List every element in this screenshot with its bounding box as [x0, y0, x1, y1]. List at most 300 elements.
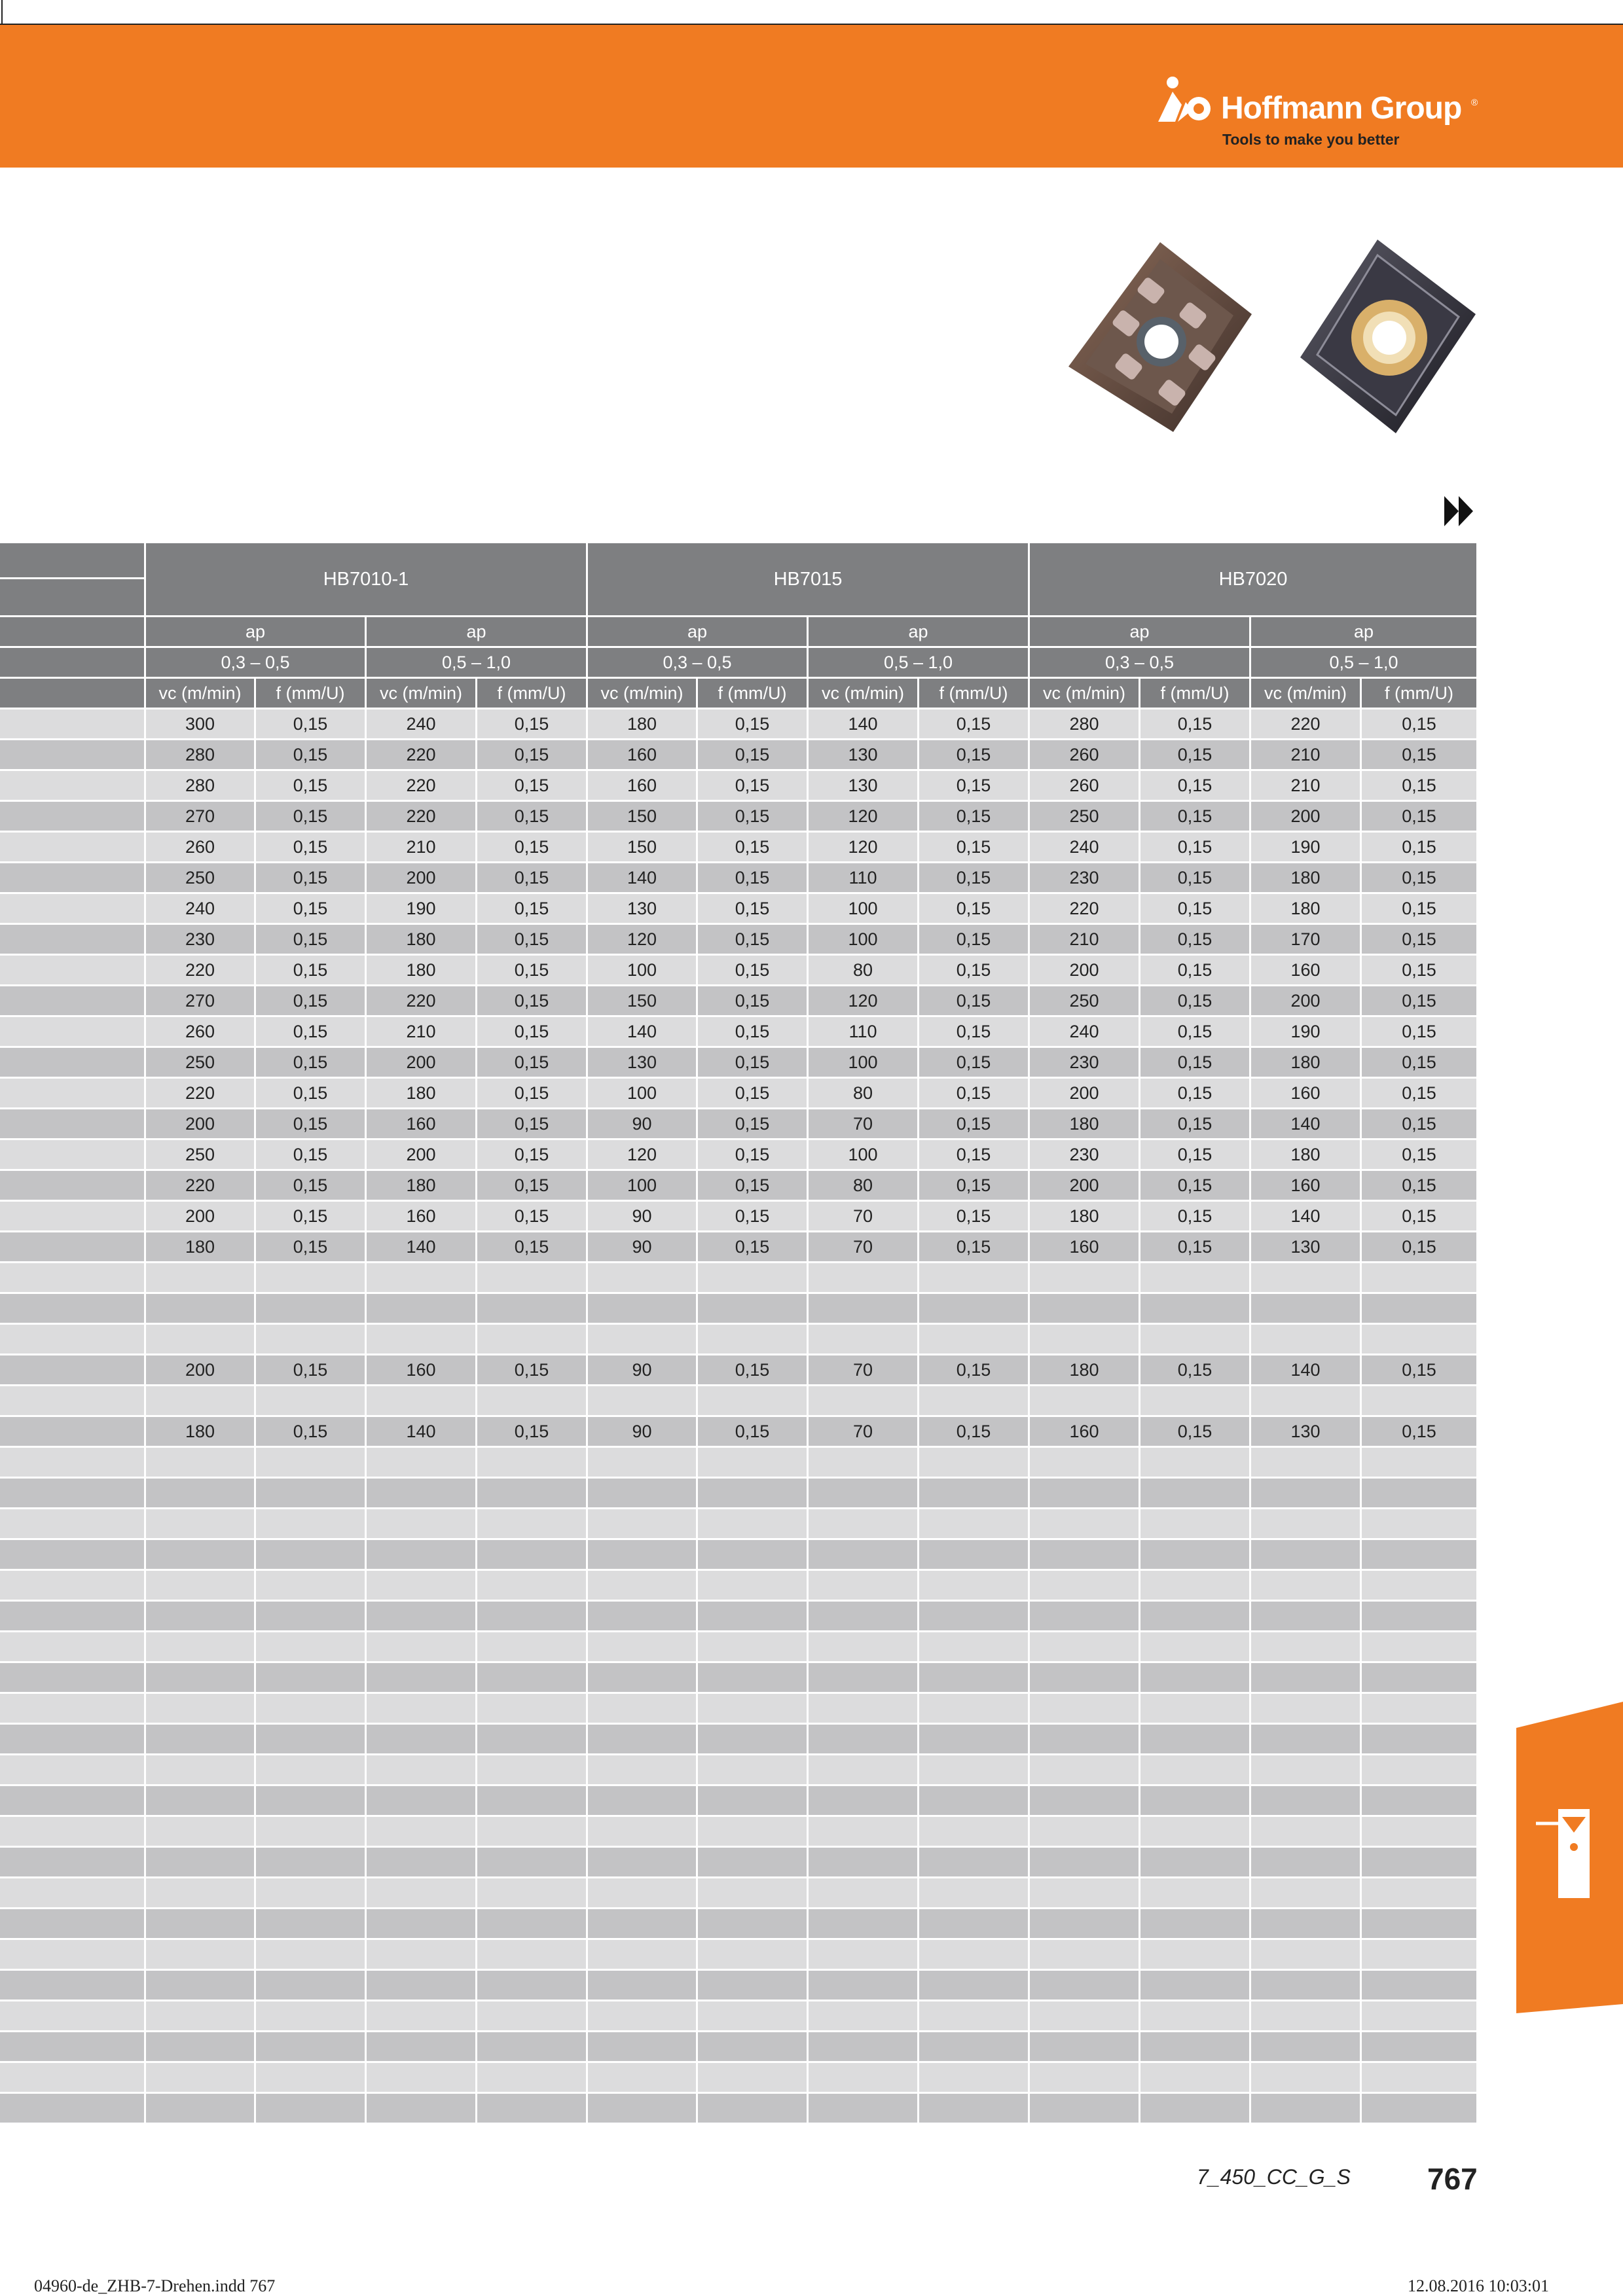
cutting-speed-cell: 250	[144, 1048, 254, 1077]
feed-cell	[254, 2063, 365, 2092]
feed-cell	[917, 1448, 1028, 1477]
feed-cell	[696, 1571, 807, 1600]
cutting-speed-cell	[144, 1602, 254, 1630]
row-label-cell	[0, 709, 144, 738]
feed-cell	[696, 1325, 807, 1354]
row-label-cell	[0, 2001, 144, 2030]
feed-cell: 0,15	[917, 1202, 1028, 1230]
feed-cell	[1360, 1878, 1476, 1907]
header-blank-cell	[0, 543, 144, 579]
feed-cell	[1360, 1448, 1476, 1477]
feed-cell	[254, 1263, 365, 1292]
cutting-speed-cell	[144, 1663, 254, 1692]
feed-cell: 0,15	[696, 740, 807, 769]
cutting-speed-cell: 240	[1028, 833, 1139, 861]
feed-cell	[1139, 1971, 1249, 2000]
row-label-cell	[0, 1202, 144, 1230]
feed-cell: 0,15	[254, 1109, 365, 1138]
cutting-speed-cell: 210	[1028, 925, 1139, 954]
feed-cell	[917, 1940, 1028, 1969]
row-label-cell	[0, 1632, 144, 1661]
cutting-speed-cell: 100	[586, 1171, 696, 1200]
cutting-speed-cell	[586, 1694, 696, 1723]
cutting-speed-cell	[807, 1632, 917, 1661]
cutting-speed-cell	[365, 1325, 475, 1354]
feed-cell	[475, 2094, 586, 2123]
cutting-speed-cell: 230	[1028, 863, 1139, 892]
cutting-speed-cell: 150	[586, 986, 696, 1015]
cutting-speed-cell	[586, 1848, 696, 1876]
feed-cell	[1139, 1571, 1249, 1600]
feed-cell	[254, 1632, 365, 1661]
feed-cell: 0,15	[1139, 709, 1249, 738]
chapter-tab[interactable]	[1516, 1702, 1623, 2016]
cutting-speed-cell: 260	[1028, 740, 1139, 769]
cutting-speed-cell: 200	[1028, 1079, 1139, 1107]
feed-cell	[254, 1694, 365, 1723]
vc-column-header: vc (m/min)	[1249, 679, 1360, 708]
table-row	[0, 1355, 1476, 1386]
table-row	[0, 2063, 1476, 2094]
feed-cell: 0,15	[917, 1232, 1028, 1261]
cutting-speed-cell	[144, 1878, 254, 1907]
cutting-speed-cell	[807, 2001, 917, 2030]
cutting-speed-cell: 140	[365, 1417, 475, 1446]
cutting-speed-cell	[144, 1571, 254, 1600]
ap-label: ap	[1249, 617, 1476, 646]
depth-range: 0,3 – 0,5	[1028, 648, 1249, 677]
row-label-cell	[0, 956, 144, 984]
feed-cell: 0,15	[1139, 863, 1249, 892]
cutting-speed-cell	[1249, 1263, 1360, 1292]
feed-cell: 0,15	[917, 833, 1028, 861]
feed-cell	[475, 1294, 586, 1323]
cutting-speed-cell: 280	[1028, 709, 1139, 738]
row-label-cell	[0, 1694, 144, 1723]
feed-cell	[1139, 1878, 1249, 1907]
feed-cell	[475, 1540, 586, 1569]
cutting-speed-cell	[807, 1848, 917, 1876]
cutting-speed-cell	[365, 1817, 475, 1846]
cutting-speed-cell: 200	[144, 1202, 254, 1230]
feed-cell: 0,15	[254, 833, 365, 861]
row-label-cell	[0, 1755, 144, 1784]
feed-cell	[696, 1940, 807, 1969]
feed-cell	[254, 1294, 365, 1323]
feed-cell	[475, 1755, 586, 1784]
feed-cell: 0,15	[254, 1079, 365, 1107]
feed-cell	[475, 2063, 586, 2092]
cutting-speed-cell	[586, 1294, 696, 1323]
feed-cell	[917, 1817, 1028, 1846]
cutting-speed-cell	[807, 1540, 917, 1569]
cutting-speed-cell: 200	[144, 1355, 254, 1384]
table-row	[0, 1479, 1476, 1509]
cutting-speed-cell	[365, 2001, 475, 2030]
row-label-cell	[0, 986, 144, 1015]
feed-cell	[696, 1755, 807, 1784]
feed-cell	[917, 1878, 1028, 1907]
cutting-speed-cell	[144, 1325, 254, 1354]
feed-cell	[475, 1848, 586, 1876]
cutting-speed-cell: 220	[365, 740, 475, 769]
cutting-speed-cell: 200	[1028, 1171, 1139, 1200]
cutting-speed-cell: 210	[1249, 771, 1360, 800]
row-label-cell	[0, 1602, 144, 1630]
cutting-speed-cell: 230	[144, 925, 254, 954]
cutting-speed-cell: 160	[1028, 1232, 1139, 1261]
grade-header-hb7020: HB7020	[1028, 543, 1476, 617]
feed-cell: 0,15	[917, 771, 1028, 800]
feed-cell	[475, 2001, 586, 2030]
feed-cell	[1139, 2063, 1249, 2092]
feed-cell	[696, 1878, 807, 1907]
cutting-speed-cell	[144, 1940, 254, 1969]
cutting-speed-cell	[1028, 1663, 1139, 1692]
depth-range: 0,3 – 0,5	[144, 648, 365, 677]
cutting-speed-cell: 100	[807, 1048, 917, 1077]
cutting-speed-cell	[1249, 1971, 1360, 2000]
cutting-speed-cell: 80	[807, 1171, 917, 1200]
cutting-speed-cell: 270	[144, 986, 254, 1015]
cutting-speed-cell: 210	[1249, 740, 1360, 769]
feed-cell	[1360, 1725, 1476, 1753]
cutting-speed-cell	[365, 1263, 475, 1292]
table-row	[0, 1940, 1476, 1971]
feed-cell: 0,15	[696, 1109, 807, 1138]
row-label-cell	[0, 1479, 144, 1507]
cutting-speed-cell: 90	[586, 1232, 696, 1261]
cutting-speed-cell	[1249, 1602, 1360, 1630]
feed-cell: 0,15	[254, 1417, 365, 1446]
feed-cell	[1360, 2032, 1476, 2061]
feed-cell	[1139, 1509, 1249, 1538]
vc-column-header: vc (m/min)	[586, 679, 696, 708]
table-row	[0, 1632, 1476, 1663]
cutting-speed-cell	[807, 1909, 917, 1938]
feed-cell	[917, 1848, 1028, 1876]
cutting-speed-cell: 160	[365, 1109, 475, 1138]
row-label-cell	[0, 1786, 144, 1815]
feed-cell	[475, 1509, 586, 1538]
feed-cell	[696, 1848, 807, 1876]
cutting-speed-cell	[807, 1479, 917, 1507]
feed-cell	[254, 1725, 365, 1753]
row-label-cell	[0, 894, 144, 923]
table-row	[0, 740, 1476, 771]
cutting-speed-cell	[807, 1725, 917, 1753]
cutting-speed-cell	[807, 1971, 917, 2000]
brand-name: Hoffmann Group	[1221, 91, 1462, 126]
feed-cell: 0,15	[696, 833, 807, 861]
cutting-speed-cell: 200	[365, 1140, 475, 1169]
row-label-cell	[0, 1878, 144, 1907]
feed-cell	[254, 2032, 365, 2061]
feed-cell	[475, 1971, 586, 2000]
row-label-cell	[0, 1386, 144, 1415]
cutting-speed-cell	[1249, 2063, 1360, 2092]
row-label-cell	[0, 2094, 144, 2123]
cutting-speed-cell	[1249, 1848, 1360, 1876]
cutting-speed-cell	[1249, 1540, 1360, 1569]
cutting-speed-cell	[1249, 1386, 1360, 1415]
feed-cell: 0,15	[1360, 956, 1476, 984]
feed-cell: 0,15	[1360, 740, 1476, 769]
cutting-speed-cell	[807, 2063, 917, 2092]
feed-cell	[254, 1540, 365, 1569]
feed-cell	[917, 2032, 1028, 2061]
cutting-speed-cell: 130	[807, 740, 917, 769]
feed-cell: 0,15	[696, 1232, 807, 1261]
feed-cell	[1139, 1817, 1249, 1846]
cutting-speed-cell: 180	[365, 925, 475, 954]
feed-cell: 0,15	[1139, 771, 1249, 800]
cutting-speed-cell: 240	[365, 709, 475, 738]
feed-cell: 0,15	[696, 1140, 807, 1169]
feed-cell: 0,15	[917, 1017, 1028, 1046]
feed-cell: 0,15	[1139, 1355, 1249, 1384]
feed-cell	[1139, 1448, 1249, 1477]
cutting-speed-cell	[807, 1663, 917, 1692]
row-label-cell	[0, 771, 144, 800]
cutting-speed-cell	[144, 1540, 254, 1569]
feed-cell: 0,15	[696, 894, 807, 923]
feed-cell: 0,15	[475, 740, 586, 769]
feed-cell	[1360, 1755, 1476, 1784]
table-row	[0, 1848, 1476, 1878]
feed-cell: 0,15	[917, 1109, 1028, 1138]
cutting-speed-cell: 140	[365, 1232, 475, 1261]
grade-header-hb7010-1: HB7010-1	[144, 543, 586, 617]
cutting-speed-cell: 130	[1249, 1232, 1360, 1261]
cutting-speed-cell	[586, 2063, 696, 2092]
feed-cell: 0,15	[254, 1232, 365, 1261]
table-row	[0, 986, 1476, 1017]
cutting-speed-cell	[586, 1940, 696, 1969]
feed-cell: 0,15	[917, 956, 1028, 984]
cutting-speed-cell	[1249, 1448, 1360, 1477]
feed-cell: 0,15	[917, 986, 1028, 1015]
feed-cell	[696, 1479, 807, 1507]
feed-cell: 0,15	[475, 894, 586, 923]
feed-cell: 0,15	[917, 925, 1028, 954]
cutting-speed-cell: 150	[586, 833, 696, 861]
feed-cell	[917, 1971, 1028, 2000]
table-row	[0, 1417, 1476, 1448]
row-label-cell	[0, 1417, 144, 1446]
feed-cell: 0,15	[1360, 1140, 1476, 1169]
feed-cell	[1360, 1909, 1476, 1938]
feed-cell: 0,15	[1139, 1048, 1249, 1077]
cutting-speed-cell	[1249, 1909, 1360, 1938]
ap-header-row	[0, 617, 1476, 648]
depth-range-row	[0, 648, 1476, 679]
cutting-speed-cell	[365, 1571, 475, 1600]
table-row	[0, 1755, 1476, 1786]
feed-cell: 0,15	[917, 740, 1028, 769]
feed-cell: 0,15	[917, 1140, 1028, 1169]
feed-cell	[1139, 2032, 1249, 2061]
cutting-speed-cell	[365, 1786, 475, 1815]
table-row	[0, 1817, 1476, 1848]
feed-cell: 0,15	[1139, 1109, 1249, 1138]
cutting-speed-cell	[365, 1971, 475, 2000]
cutting-speed-cell: 160	[365, 1202, 475, 1230]
feed-cell: 0,15	[254, 986, 365, 1015]
feed-cell	[696, 1448, 807, 1477]
row-label-cell	[0, 2032, 144, 2061]
feed-cell	[1139, 1694, 1249, 1723]
cutting-speed-cell	[144, 1755, 254, 1784]
cutting-speed-cell: 180	[365, 1079, 475, 1107]
feed-cell: 0,15	[475, 1017, 586, 1046]
table-row	[0, 1971, 1476, 2001]
cutting-data-table	[0, 617, 1476, 2125]
cutting-speed-cell	[365, 1386, 475, 1415]
cutting-speed-cell: 160	[1249, 1171, 1360, 1200]
feed-cell	[1360, 2001, 1476, 2030]
feed-cell	[254, 1479, 365, 1507]
feed-cell	[696, 1602, 807, 1630]
cutting-speed-cell: 180	[1249, 894, 1360, 923]
cutting-speed-cell	[144, 1909, 254, 1938]
cutting-speed-cell	[1028, 1571, 1139, 1600]
feed-cell	[475, 1663, 586, 1692]
page-code: 7_450_CC_G_S	[1197, 2165, 1351, 2189]
cutting-speed-cell	[807, 1817, 917, 1846]
hoffmann-figure-logo-icon	[1156, 76, 1216, 124]
feed-cell: 0,15	[475, 986, 586, 1015]
feed-cell	[1139, 1909, 1249, 1938]
feed-cell: 0,15	[696, 986, 807, 1015]
vc-column-header: vc (m/min)	[1028, 679, 1139, 708]
feed-cell: 0,15	[1139, 833, 1249, 861]
cutting-speed-cell: 90	[586, 1202, 696, 1230]
cutting-speed-cell	[586, 1571, 696, 1600]
cutting-speed-cell	[144, 1448, 254, 1477]
cutting-speed-cell: 250	[1028, 986, 1139, 1015]
feed-cell	[1360, 1694, 1476, 1723]
feed-cell	[1360, 1571, 1476, 1600]
cutting-speed-cell	[1028, 1386, 1139, 1415]
row-label-cell	[0, 1263, 144, 1292]
cutting-speed-cell	[586, 2032, 696, 2061]
table-row	[0, 1694, 1476, 1725]
cutting-speed-cell	[807, 2032, 917, 2061]
feed-cell	[475, 1448, 586, 1477]
cutting-speed-cell	[1249, 2001, 1360, 2030]
feed-cell	[696, 1694, 807, 1723]
table-row	[0, 1878, 1476, 1909]
feed-cell: 0,15	[917, 1048, 1028, 1077]
brand-slogan: Tools to make you better	[1222, 131, 1400, 148]
feed-cell: 0,15	[475, 1171, 586, 1200]
feed-cell	[254, 1448, 365, 1477]
feed-cell: 0,15	[696, 1171, 807, 1200]
feed-cell	[917, 1263, 1028, 1292]
row-label-cell	[0, 1171, 144, 1200]
feed-cell	[475, 1571, 586, 1600]
cutting-speed-cell: 140	[586, 863, 696, 892]
row-label-cell	[0, 1817, 144, 1846]
table-row	[0, 2094, 1476, 2125]
feed-cell	[696, 2001, 807, 2030]
cutting-speed-cell	[365, 1540, 475, 1569]
ap-label: ap	[365, 617, 586, 646]
feed-cell	[475, 1909, 586, 1938]
feed-cell	[254, 1386, 365, 1415]
cutting-speed-cell	[586, 2001, 696, 2030]
cutting-speed-cell: 180	[365, 1171, 475, 1200]
feed-cell	[917, 1386, 1028, 1415]
feed-cell: 0,15	[1360, 1355, 1476, 1384]
feed-cell	[917, 1325, 1028, 1354]
feed-cell	[917, 2001, 1028, 2030]
row-label-cell	[0, 1325, 144, 1354]
table-row	[0, 1571, 1476, 1602]
feed-cell: 0,15	[254, 740, 365, 769]
cutting-speed-cell	[1249, 1632, 1360, 1661]
feed-cell: 0,15	[475, 1232, 586, 1261]
cutting-speed-cell: 230	[1028, 1048, 1139, 1077]
cutting-speed-cell	[1028, 1479, 1139, 1507]
cutting-speed-cell	[1249, 2032, 1360, 2061]
brand-logo[interactable]	[1156, 76, 1483, 148]
feed-cell: 0,15	[1139, 956, 1249, 984]
cutting-speed-cell	[807, 1325, 917, 1354]
cutting-speed-cell: 160	[365, 1355, 475, 1384]
cutting-speed-cell	[807, 1878, 917, 1907]
cutting-speed-cell: 190	[365, 894, 475, 923]
f-column-header: f (mm/U)	[254, 679, 365, 708]
double-chevron-right-icon[interactable]	[1444, 496, 1474, 526]
cutting-speed-cell: 200	[1028, 956, 1139, 984]
cutting-speed-cell	[807, 1786, 917, 1815]
cutting-speed-cell: 220	[1028, 894, 1139, 923]
feed-cell	[1139, 1632, 1249, 1661]
cutting-speed-cell: 220	[144, 956, 254, 984]
table-row	[0, 1725, 1476, 1755]
cutting-speed-cell	[365, 2063, 475, 2092]
vc-column-header: vc (m/min)	[144, 679, 254, 708]
ap-label: ap	[1028, 617, 1249, 646]
table-row	[0, 1140, 1476, 1171]
cutting-speed-cell	[144, 1817, 254, 1846]
feed-cell	[696, 1632, 807, 1661]
cutting-speed-cell: 200	[365, 863, 475, 892]
feed-cell	[917, 1571, 1028, 1600]
feed-cell	[917, 1632, 1028, 1661]
feed-cell	[475, 1786, 586, 1815]
table-row	[0, 1386, 1476, 1417]
feed-cell	[475, 1878, 586, 1907]
header-blank-cell	[0, 648, 144, 677]
feed-cell	[254, 1755, 365, 1784]
feed-cell: 0,15	[696, 802, 807, 831]
feed-cell: 0,15	[254, 863, 365, 892]
cutting-speed-cell	[586, 1263, 696, 1292]
cutting-speed-cell	[365, 1878, 475, 1907]
grade-header-hb7015: HB7015	[586, 543, 1028, 617]
cutting-speed-cell: 180	[144, 1232, 254, 1261]
cutting-speed-cell: 70	[807, 1202, 917, 1230]
table-row	[0, 863, 1476, 894]
cutting-speed-cell: 200	[365, 1048, 475, 1077]
table-row	[0, 709, 1476, 740]
feed-cell	[1360, 1386, 1476, 1415]
feed-cell: 0,15	[696, 1417, 807, 1446]
row-label-cell	[0, 1540, 144, 1569]
